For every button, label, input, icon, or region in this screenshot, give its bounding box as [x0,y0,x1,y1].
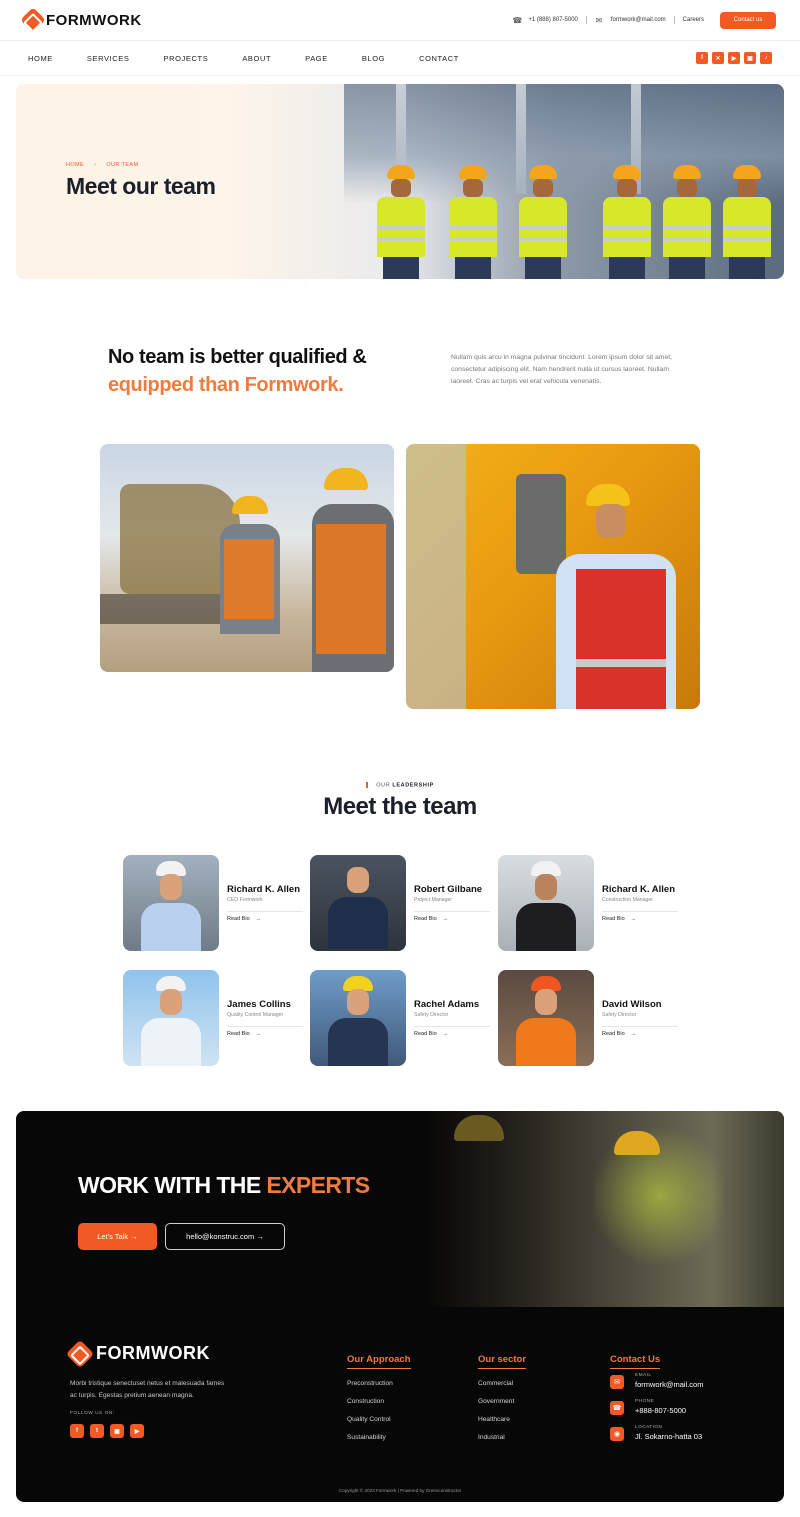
contact-value: Jl. Sokarno-hatta 03 [635,1432,703,1441]
crane-worker-photo [406,444,700,709]
handshake-photo [100,444,394,672]
footer-contact-title: Contact Us [610,1354,660,1369]
nav-page[interactable]: PAGE [305,53,328,63]
lets-talk-button[interactable] [78,1223,157,1250]
read-bio-link[interactable] [414,916,448,922]
facebook-icon[interactable]: f [70,1424,84,1438]
twitter-icon[interactable]: t [90,1424,104,1438]
contact-location-item[interactable] [610,1425,750,1445]
worker-figure [662,165,712,279]
top-phone[interactable]: +1 (888) 807-5000 [528,17,578,23]
worker-figure [518,165,568,279]
avatar[interactable] [498,970,594,1066]
member-role: Project Manager [414,897,453,903]
youtube-icon[interactable]: ▶ [728,52,740,64]
worker-figure [602,165,652,279]
team-member-card [123,855,303,951]
footer-link[interactable]: Commercial [478,1380,514,1387]
worker-figure [448,165,498,279]
instagram-icon[interactable]: ▣ [744,52,756,64]
avatar[interactable] [123,855,219,951]
intro-heading [108,343,438,399]
breadcrumb-current: OUR TEAM [106,162,139,168]
footer-approach-column [347,1349,411,1441]
mail-icon: ✉ [595,15,603,25]
footer-link[interactable]: Government [478,1398,515,1405]
member-name: Robert Gilbane [414,884,483,895]
divider [586,16,587,24]
breadcrumb [66,162,138,168]
arrow-right-icon: → [442,916,449,922]
member-name: Rachel Adams [414,999,480,1010]
instagram-icon[interactable]: ▣ [110,1424,124,1438]
member-name: David Wilson [602,999,662,1010]
nav-about[interactable]: ABOUT [242,53,272,63]
arrow-right-icon: → [255,916,262,922]
nav-blog[interactable]: BLOG [361,53,386,63]
footer-link[interactable]: Preconstruction [347,1380,393,1387]
email-button-label: hello@konstruc.com [186,1232,255,1241]
contact-phone-item[interactable] [610,1399,750,1419]
accent-bar [366,782,368,788]
nav-projects[interactable]: PROJECTS [163,53,209,63]
intro-heading-plain: No team is better qualified & [108,346,367,368]
footer-link[interactable]: Healthcare [478,1416,510,1423]
footer-description: Morbi tristique senectuset netus et malesuada fames ac turpis. Egestas pretium aenean magna. [70,1380,225,1399]
logo-icon [66,1339,94,1367]
mail-icon: ✉ [610,1375,624,1389]
team-member-card [123,970,303,1066]
lets-talk-label: Let's Talk [97,1232,129,1241]
read-bio-label: Read Bio [227,1031,250,1037]
intro-paragraph: Nullam quis arcu in magna pulvinar tincidunt. Lorem ipsum dolor sit amet, consectetur adipiscing elit. Nam hendrerit nulla ut cursus laoreet. Nullam laoreet. Cras ac turpis vel erat vehicula venenatis. [451,354,672,385]
top-email[interactable]: formwork@mail.com [610,17,666,23]
contact-label: LOCATION [635,1425,663,1430]
read-bio-label: Read Bio [414,916,437,922]
follow-label: FOLLOW US ON: [70,1411,115,1416]
member-role: Construction Manager [602,897,654,903]
top-bar [0,0,800,40]
copyright: Copyright © 2023 Formwork | Powered by Greenconstructor [338,1488,462,1493]
avatar[interactable] [310,855,406,951]
member-name: James Collins [227,999,291,1010]
footer-social-links [70,1424,144,1438]
read-bio-label: Read Bio [602,1031,625,1037]
member-role: CEO Formwork [227,897,263,903]
footer-link[interactable]: Industrial [478,1434,505,1441]
cta-heading-accent: EXPERTS [266,1172,370,1198]
arrow-right-icon: → [130,1232,138,1241]
cta-heading-plain: WORK WITH THE [78,1172,261,1198]
read-bio-label: Read Bio [227,916,250,922]
avatar[interactable] [498,855,594,951]
member-role: Quality Control Manager [227,1012,284,1018]
footer-sector-column [478,1349,526,1441]
brand-logo[interactable] [24,11,142,29]
divider [414,911,490,912]
read-bio-link[interactable] [227,1031,261,1037]
email-button[interactable] [165,1223,285,1250]
arrow-right-icon: → [630,1031,637,1037]
main-nav [0,40,800,76]
youtube-icon[interactable]: ▶ [130,1424,144,1438]
footer-approach-title: Our Approach [347,1354,411,1369]
read-bio-link[interactable] [602,916,636,922]
footer-sector-title: Our sector [478,1354,526,1369]
member-name: Richard K. Allen [602,884,676,895]
member-role: Safety Director [414,1012,449,1018]
cta-heading [78,1172,370,1199]
cta-footer-section [16,1111,784,1502]
member-role: Safety Director [602,1012,637,1018]
phone-icon: ☎ [610,1401,624,1415]
nav-services[interactable]: SERVICES [86,53,130,63]
read-bio-link[interactable] [414,1031,448,1037]
contact-email-item[interactable] [610,1373,750,1393]
read-bio-link[interactable] [227,916,261,922]
worker-figure [376,165,426,279]
breadcrumb-home[interactable]: HOME [66,162,85,168]
read-bio-label: Read Bio [602,916,625,922]
nav-home[interactable]: HOME [28,53,53,63]
logo-icon [20,7,45,32]
contact-label: EMAIL [635,1373,652,1378]
contact-value: +888-807-5000 [635,1406,687,1415]
header-social-links [696,52,772,64]
footer-link[interactable]: Sustainability [347,1434,386,1441]
tiktok-icon[interactable]: ♪ [760,52,772,64]
footer-contact-column [610,1349,660,1369]
team-member-card [310,970,490,1066]
divider [227,911,303,912]
footer-brand-name: FORMWORK [96,1343,210,1363]
arrow-right-icon: → [442,1031,449,1037]
team-member-card [498,970,678,1066]
chevron-right-icon: › [94,162,97,168]
eyebrow-bold: LEADERSHIP [392,782,434,789]
footer-link[interactable]: Construction [347,1398,385,1405]
read-bio-label: Read Bio [414,1031,437,1037]
divider [414,1026,490,1027]
brand-name: FORMWORK [46,11,142,29]
team-member-card [310,855,490,951]
worker-figure [722,165,772,279]
arrow-right-icon: → [255,1031,262,1037]
facebook-icon[interactable]: f [696,52,708,64]
divider [674,16,675,24]
team-title: Meet the team [323,793,477,820]
divider [602,1026,678,1027]
page-title: Meet our team [66,173,216,199]
divider [227,1026,303,1027]
member-name: Richard K. Allen [227,884,301,895]
nav-contact[interactable]: CONTACT [419,53,459,63]
team-member-card [498,855,678,951]
contact-label: PHONE [635,1399,655,1404]
contact-us-button[interactable]: Contact us [720,12,776,29]
contact-value: formwork@mail.com [635,1380,704,1389]
phone-icon: ☎ [512,15,523,25]
read-bio-link[interactable] [602,1031,636,1037]
arrow-right-icon: → [256,1232,264,1241]
top-contact-bar [512,12,776,29]
cta-workers-photo [424,1111,784,1307]
location-pin-icon: ◉ [610,1427,624,1441]
team-eyebrow [0,782,800,788]
divider [602,911,678,912]
eyebrow-plain: OUR [376,782,391,789]
footer-link[interactable]: Quality Control [347,1416,391,1423]
arrow-right-icon: → [630,916,637,922]
careers-link[interactable]: Careers [682,17,704,23]
footer-logo[interactable] [70,1343,210,1364]
avatar[interactable] [310,970,406,1066]
x-icon[interactable]: ✕ [712,52,724,64]
intro-heading-accent: equipped than Formwork. [108,374,344,396]
avatar[interactable] [123,970,219,1066]
